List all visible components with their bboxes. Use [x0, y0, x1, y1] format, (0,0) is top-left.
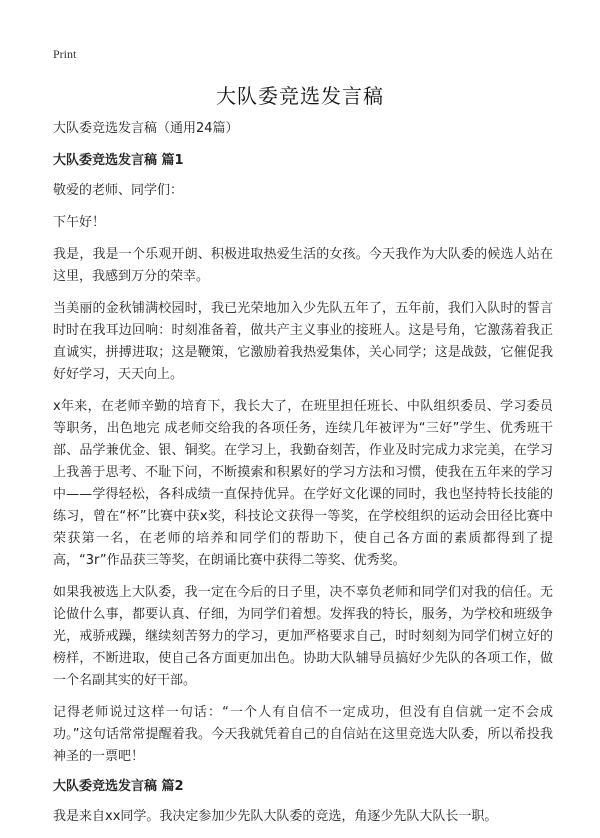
section-2-heading: 大队委竞选发言稿 篇2: [53, 779, 184, 794]
section-1-heading: 大队委竞选发言稿 篇1: [53, 153, 184, 168]
section-1-paragraph: 当美丽的金秋铺满校园时，我已光荣地加入少先队五年了，五年前，我们入队时的誓言时时在我耳边回响：时刻准备着，做共产主义事业的接班人。这是号角，它激荡着我正直诚实，拼搏进取；这是鞭策，它激励着我热爱集体，关心同学；这是战鼓，它催促我好好学习，天天向上。: [53, 301, 553, 382]
section-2-paragraph: 我是来自xx同学。我决定参加少先队大队委的竞选，角逐少先队大队长一职。: [53, 809, 498, 824]
section-1-paragraph: 敬爱的老师、同学们：: [53, 183, 184, 198]
document-subtitle: 大队委竞选发言稿（通用24篇）: [53, 121, 239, 136]
page-title: 大队委竞选发言稿: [216, 84, 384, 108]
section-1-paragraph: x年来，在老师辛勤的培育下，我长大了，在班里担任班长、中队组织委员、学习委员等职务，出色地完 成老师交给我的各项任务，连续几年被评为“三好”学生、优秀班干部、品学兼优金、银、铜奖。在学习上，我勤奋刻苦，作业及时完成力求完美，在学习上我善于思考、不耻下问，不断摸索和积累好的学习方法和习惯，使我在五年来的学习中——学得轻松，各科成绩一直保持优异。在学好文化课的同时，我也坚持特长技能的练习，曾在“杯”比赛中获x奖，科技论文获得一等奖，在学校组织的运动会田径比赛中荣获第一名，在老师的培养和同学们的帮助下，使自己各方面的素质都得到了提高，“3r”作品获三等奖，在朗诵比赛中获得二等奖、优秀奖。: [53, 399, 553, 568]
section-1-paragraph: 下午好！: [53, 215, 106, 230]
section-1-paragraph: 如果我被选上大队委，我一定在今后的日子里，决不辜负老师和同学们对我的信任。无论做什么事，都要认真、仔细，为同学们着想。发挥我的特长，服务，为学校和班级争光，戒骄戒躁，继续刻苦努力的学习，更加严格要求自己，时时刻刻为同学们树立好的榜样，不断进取，使自己各方面更加出色。协助大队辅导员搞好少先队的各项工作，做一个名副其实的好干部。: [53, 585, 553, 688]
section-1-paragraph: 记得老师说过这样一句话：“一个人有自信不一定成功，但没有自信就一定不会成功。”这句话常常提醒着我。今天我就凭着自己的自信站在这里竞选大队委，所以希投我神圣的一票吧！: [53, 705, 553, 764]
section-1-paragraph: 我是，我是一个乐观开朗、积极进取热爱生活的女孩。今天我作为大队委的候选人站在这里，我感到万分的荣幸。: [53, 247, 553, 284]
print-link[interactable]: Print: [53, 47, 77, 61]
document-body: [53, 120, 553, 838]
